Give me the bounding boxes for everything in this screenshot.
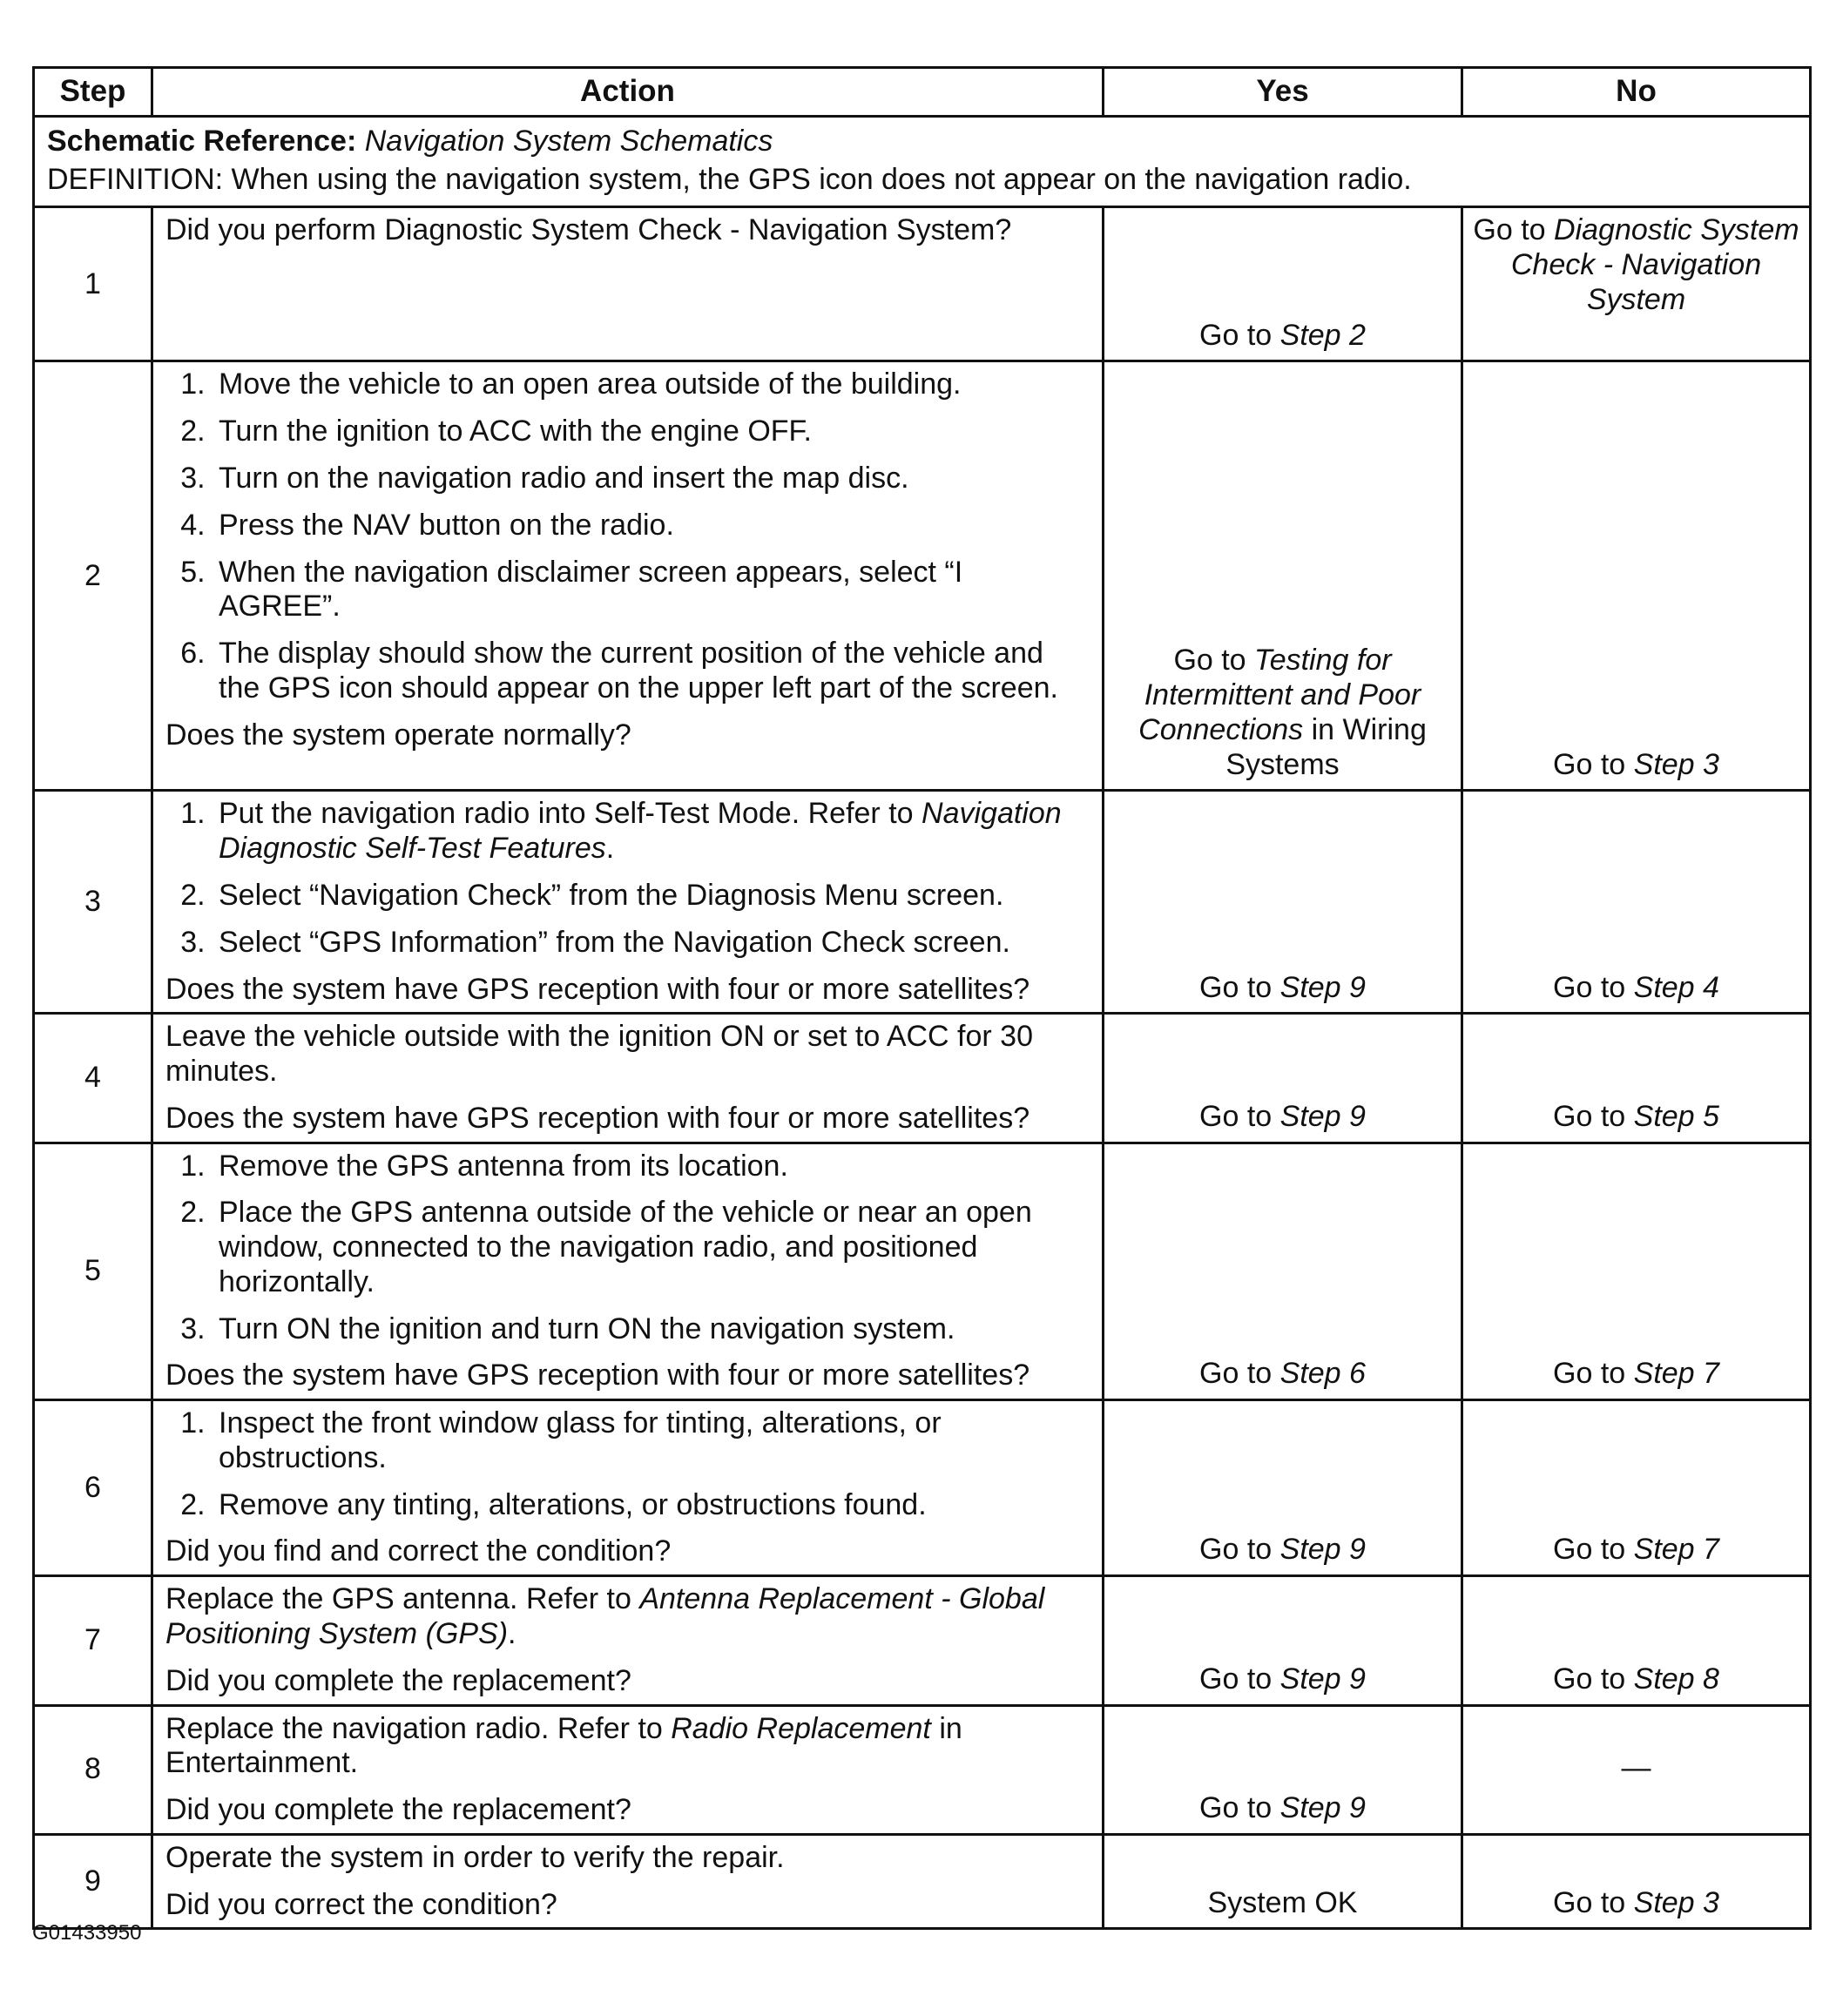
action-text-start: Replace the GPS antenna. Refer to [165, 1582, 640, 1616]
no-cell [1462, 1143, 1811, 1400]
action-question: Does the system have GPS reception with four or more satellites? [165, 1101, 1030, 1135]
list-item: 3. Turn ON the ignition and turn ON the navigation system. [213, 1312, 1090, 1347]
action-list [165, 1406, 1090, 1522]
list-item: 2. Place the GPS antenna outside of the vehicle or near an open window, connected to the navigation radio, and positioned horizontally. [213, 1196, 1090, 1299]
info-cell [34, 116, 1811, 207]
no-cell [1462, 207, 1811, 361]
table-row [34, 1014, 1811, 1143]
step-number: 1 [34, 207, 152, 361]
no-cell [1462, 1576, 1811, 1705]
no-cell [1462, 1705, 1811, 1834]
action-question: Does the system operate normally? [165, 718, 631, 752]
no-prefix: Go to [1553, 1533, 1634, 1567]
schematic-label: Schematic Reference: [47, 124, 357, 158]
action-question: Did you correct the condition? [165, 1887, 557, 1921]
action-text: Leave the vehicle outside with the ignition ON or set to ACC for 30 minutes. [165, 1020, 1033, 1089]
table-row [34, 1834, 1811, 1929]
list-item-text: Put the navigation radio into Self-Test Mode. Refer to [219, 797, 922, 831]
yes-prefix: Go to [1199, 1791, 1280, 1825]
list-item: 1. Remove the GPS antenna from its location. [213, 1150, 1090, 1184]
action-list [165, 1150, 1090, 1347]
list-item: 1. Move the vehicle to an open area outside of the building. [213, 367, 1090, 402]
list-item: 2. Select “Navigation Check” from the Diagnosis Menu screen. [213, 879, 1090, 914]
yes-cell [1104, 361, 1462, 791]
no-cell [1462, 361, 1811, 791]
reference-link[interactable]: Navigation Diagnostic Self-Test Features [219, 797, 1062, 866]
yes-link[interactable]: Step 9 [1279, 1533, 1366, 1567]
header-no: No [1462, 68, 1811, 117]
action-text [165, 1582, 1090, 1652]
no-prefix: Go to [1553, 747, 1634, 781]
action-cell [152, 1834, 1104, 1929]
yes-link[interactable]: Step 9 [1279, 1791, 1366, 1825]
list-item: 3. Turn on the navigation radio and insert the map disc. [213, 462, 1090, 496]
yes-prefix: Go to [1199, 1533, 1280, 1567]
list-item: 3. Select “GPS Information” from the Navigation Check screen. [213, 926, 1090, 961]
action-question: Did you complete the replacement? [165, 1793, 631, 1827]
no-prefix: Go to [1473, 213, 1555, 247]
yes-prefix: Go to [1199, 1357, 1280, 1391]
table-row [34, 1143, 1811, 1400]
yes-prefix: Go to [1173, 644, 1255, 678]
schematic-link[interactable]: Navigation System Schematics [364, 124, 773, 158]
no-link[interactable]: Step 7 [1633, 1357, 1719, 1391]
action-list [165, 367, 1090, 705]
action-question: Did you complete the replacement? [165, 1663, 631, 1697]
no-link[interactable]: Step 8 [1633, 1662, 1719, 1696]
list-item: 4. Press the NAV button on the radio. [213, 509, 1090, 543]
yes-cell [1104, 1834, 1462, 1929]
list-item-end: . [605, 832, 615, 866]
yes-suffix: in Wiring Systems [1225, 712, 1427, 781]
action-text [165, 1712, 1090, 1782]
step-number: 2 [34, 361, 152, 791]
yes-result: System OK [1207, 1885, 1358, 1919]
no-link[interactable]: Step 7 [1633, 1533, 1719, 1567]
figure-id: G01433950 [32, 1921, 142, 1945]
list-item: 2. Turn the ignition to ACC with the engine OFF. [213, 415, 1090, 449]
step-number: 8 [34, 1705, 152, 1834]
yes-cell [1104, 1400, 1462, 1576]
no-cell [1462, 1014, 1811, 1143]
no-link[interactable]: Step 5 [1633, 1099, 1719, 1133]
yes-cell [1104, 207, 1462, 361]
action-question: Does the system have GPS reception with four or more satellites? [165, 1359, 1030, 1392]
no-prefix: Go to [1553, 1662, 1634, 1696]
yes-cell [1104, 791, 1462, 1014]
yes-link[interactable]: Testing for Intermittent and Poor Connections [1138, 644, 1421, 746]
no-prefix: Go to [1553, 1357, 1634, 1391]
definition-text: DEFINITION: When using the navigation system, the GPS icon does not appear on the navigation radio. [47, 162, 1412, 196]
list-item: 6. The display should show the current position of the vehicle and the GPS icon should appear on the upper left part of the screen. [213, 637, 1090, 706]
schematic-reference [47, 125, 1797, 159]
step-number: 9 [34, 1834, 152, 1929]
action-cell [152, 1576, 1104, 1705]
action-cell [152, 207, 1104, 361]
header-step: Step [34, 68, 152, 117]
header-action: Action [152, 68, 1104, 117]
no-prefix: Go to [1553, 970, 1634, 1004]
no-dash: — [1621, 1751, 1651, 1785]
no-cell [1462, 1400, 1811, 1576]
table-row [34, 791, 1811, 1014]
yes-cell [1104, 1576, 1462, 1705]
action-cell [152, 1705, 1104, 1834]
yes-link[interactable]: Step 9 [1279, 1662, 1366, 1696]
yes-cell [1104, 1705, 1462, 1834]
yes-prefix: Go to [1199, 1662, 1280, 1696]
list-item: 1. Inspect the front window glass for tinting, alterations, or obstructions. [213, 1406, 1090, 1476]
yes-link[interactable]: Step 6 [1279, 1357, 1366, 1391]
step-number: 6 [34, 1400, 152, 1576]
action-text-start: Replace the navigation radio. Refer to [165, 1711, 672, 1745]
yes-link[interactable]: Step 2 [1279, 318, 1366, 352]
info-row [34, 116, 1811, 207]
step-number: 7 [34, 1576, 152, 1705]
no-link[interactable]: Step 3 [1633, 1885, 1719, 1919]
no-cell [1462, 791, 1811, 1014]
table-row [34, 207, 1811, 361]
list-item: 5. When the navigation disclaimer screen appears, select “I AGREE”. [213, 556, 1090, 625]
step-number: 4 [34, 1014, 152, 1143]
step-number: 5 [34, 1143, 152, 1400]
action-cell [152, 1143, 1104, 1400]
action-cell [152, 361, 1104, 791]
table-row [34, 1576, 1811, 1705]
action-cell [152, 1014, 1104, 1143]
list-item [213, 797, 1090, 866]
yes-prefix: Go to [1199, 318, 1280, 352]
table-row [34, 1705, 1811, 1834]
no-link[interactable]: Step 4 [1633, 970, 1719, 1004]
action-question: Did you perform Diagnostic System Check - Navigation System? [165, 213, 1012, 247]
action-list [165, 797, 1090, 960]
table-row [34, 361, 1811, 791]
yes-link[interactable]: Step 9 [1279, 970, 1366, 1004]
action-cell [152, 1400, 1104, 1576]
header-yes: Yes [1104, 68, 1462, 117]
step-number: 3 [34, 791, 152, 1014]
action-text-end: . [508, 1617, 516, 1651]
action-text: Operate the system in order to verify the repair. [165, 1840, 785, 1874]
action-text-end: in Entertainment. [165, 1711, 962, 1780]
yes-cell [1104, 1143, 1462, 1400]
action-question: Did you find and correct the condition? [165, 1534, 672, 1568]
yes-prefix: Go to [1199, 1099, 1280, 1133]
no-cell [1462, 1834, 1811, 1929]
yes-prefix: Go to [1199, 970, 1280, 1004]
no-prefix: Go to [1553, 1885, 1634, 1919]
no-prefix: Go to [1553, 1099, 1634, 1133]
reference-link[interactable]: Antenna Replacement - Global Positioning System (GPS) [165, 1582, 1045, 1651]
diagnostic-table [32, 66, 1812, 1930]
yes-cell [1104, 1014, 1462, 1143]
table-row [34, 1400, 1811, 1576]
list-item: 2. Remove any tinting, alterations, or obstructions found. [213, 1488, 1090, 1523]
header-row [34, 68, 1811, 117]
yes-link[interactable]: Step 9 [1279, 1099, 1366, 1133]
reference-link[interactable]: Radio Replacement [671, 1711, 931, 1745]
action-question: Does the system have GPS reception with four or more satellites? [165, 972, 1030, 1006]
action-cell [152, 791, 1104, 1014]
no-link[interactable]: Step 3 [1633, 747, 1719, 781]
no-link[interactable]: Diagnostic System Check - Navigation System [1510, 213, 1799, 316]
